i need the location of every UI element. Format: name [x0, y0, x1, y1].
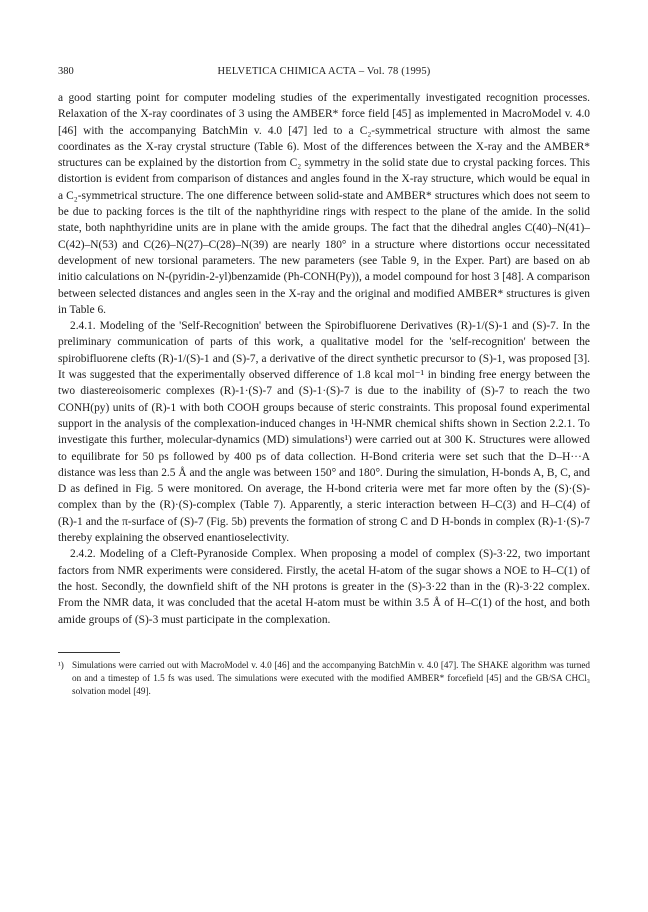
page-number: 380	[58, 66, 74, 77]
footnote-divider	[58, 652, 120, 653]
paragraph-cleft-pyranoside: 2.4.2. Modeling of a Cleft-Pyranoside Complex. When proposing a model of complex (S)-3·22, two important factors from NMR experiments were considered. Firstly, the acetal H-atom of the sugar shows a NOE to H–C(1) of the host. Secondly, the downfield shift of the NH protons is greater in the (S)-3·22 than in the (R)-3·22 complex. From the NMR data, it was concluded that the acetal H-atom must be within 3.5 Å of H–C(1) of the host, and both amide groups of (S)-3 must participate in the complexation.	[58, 548, 590, 626]
footnote-text: Simulations were carried out with MacroModel v. 4.0 [46] and the accompanying BatchMin v. 4.0 [47]. The SHAKE algorithm was turned on and a timestep of 1.5 fs was used. The simulations were executed with the modified AMBER* forcefield [45] and the GB/SA CHCl₃ solvation model [49].	[72, 659, 590, 697]
body-text	[58, 90, 590, 628]
running-header	[58, 66, 590, 84]
paragraph-self-recognition: 2.4.1. Modeling of the 'Self-Recognition' between the Spirobifluorene Derivatives (R)-1/(S)-1 and (S)-7. In the preliminary communication of parts of this work, a qualitative model for the 'self-recognition' between the spirobifluorene clefts (R)-1/(S)-1 and (S)-7, a derivative of the direct synthetic precursor to (S)-1, was proposed [3]. It was suggested that the experimentally observed difference of 1.8 kcal mol⁻¹ in binding free energy between the two diastereoisomeric complexes (R)-1·(S)-7 and (S)-1·(S)-7 is due to the inability of (S)-7 to reach the two CONH(py) units of (R)-1 with both COOH groups because of steric constraints. This proposal found experimental support in the analysis of the complexation-induced changes in ¹H-NMR chemical shifts shown in Section 2.2.1. To investigate this further, molecular-dynamics (MD) simulations¹) were carried out at 300 K. Structures were allowed to equilibrate for 50 ps followed by 400 ps of data collection. H-Bond criteria were set such that the D–H···A distance was less than 2.5 Å and the angle was between 150° and 180°. During the simulation, H-bonds A, B, C, and D as defined in Fig. 5 were monitored. On average, the H-bond criteria were met far more often by the (S)·(S)-complex than by the (R)·(S)-complex (Table 7). Apparently, a steric interaction between H–C(3) and H–C(4) of (R)-1 and the π-surface of (S)-7 (Fig. 5b) prevents the formation of strong C and D H-bonds in complex (R)-1·(S)-7 thereby explaining the observed enantioselectivity.	[58, 320, 590, 545]
paragraph-xray-relaxation: a good starting point for computer modeling studies of the experimentally investigated recognition processes. Relaxation of the X-ray coordinates of 3 using the AMBER* force field [45] as implemented in MacroModel v. 4.0 [46] with the accompanying BatchMin v. 4.0 [47] led to a C₂-symmetrical structure with almost the same coordinates as the X-ray crystal structure (Table 6). Most of the differences between the X-ray and the AMBER* structures can be explained by the distortion from C₂ symmetry in the solid state due to crystal packing forces. This distortion is evident from comparison of distances and angles found in the X-ray structure, which would be equal in a C₂-symmetrical structure. The one difference between solid-state and AMBER* structures which does not seem to be due to packing forces is the tilt of the naphthyridine rings with respect to the plane of the amide. In the solid state, both naphthyridine units are in plane with the amide groups. The fact that the dihedral angles C(40)–N(41)–C(42)–N(53) and C(26)–N(27)–C(28)–N(39) are nearly 180° in a structure where distortions occur necessitated development of new torsional parameters. The new parameters (see Table 9, in the Exper. Part) are based on ab initio calculations on N-(pyridin-2-yl)benzamide (Ph-CONH(Py)), a model compound for host 3 [48]. A comparison between selected distances and angles seen in the X-ray and the original and modified AMBER* structures is given in Table 6.	[58, 92, 590, 316]
footnote-marker: ¹)	[58, 659, 64, 670]
footnote	[58, 659, 590, 699]
page	[58, 66, 590, 698]
journal-title: HELVETICA CHIMICA ACTA – Vol. 78 (1995)	[217, 66, 431, 77]
